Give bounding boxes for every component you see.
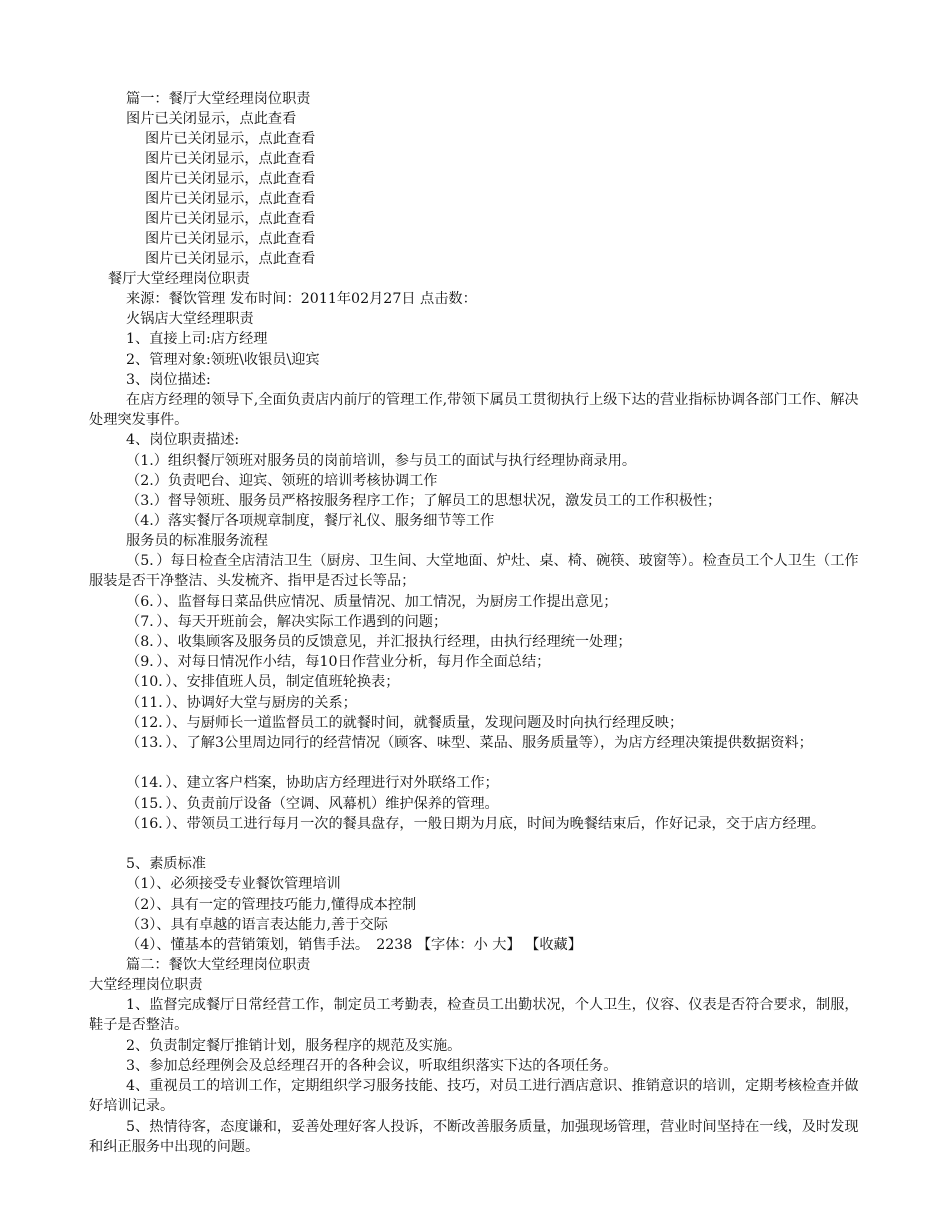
paragraph: 3、参加总经理例会及总经理召开的各种会议，听取组织落实下达的各项任务。: [126, 1058, 618, 1074]
image-placeholder-link[interactable]: 图片已关闭显示，点此查看: [145, 131, 316, 147]
paragraph: 5、热情待客，态度谦和，妥善处理好客人投诉，不断改善服务质量，加强现场管理，营业时间坚持在一线，及时发现和纠正服务中出现的问题。: [89, 1119, 859, 1156]
list-item: （1.）组织餐厅领班对服务员的岗前培训，参与员工的面试与执行经理协商录用。: [126, 453, 637, 469]
list-item: （10．）、安排值班人员，制定值班轮换表；: [126, 674, 400, 690]
list-item: （9．）、对每日情况作小结，每10日作营业分析，每月作全面总结；: [126, 654, 551, 670]
section-heading: 篇二：餐饮大堂经理岗位职责: [126, 957, 311, 973]
section-heading: 篇一：餐厅大堂经理岗位职责: [126, 91, 311, 107]
list-item: （3）、具有卓越的语言表达能力,善于交际: [126, 917, 388, 933]
paragraph: 5、素质标准: [126, 856, 206, 872]
list-item: （5．）每日检查全店清洁卫生（厨房、卫生间、大堂地面、炉灶、桌、椅、碗筷、玻窗等）。检查员工个人卫生（工作服装是否干净整洁、头发梳齐、指甲是否过长等品；: [89, 553, 859, 590]
paragraph: 4、岗位职责描述:: [126, 432, 240, 448]
paragraph: 2、负责制定餐厅推销计划，服务程序的规范及实施。: [126, 1038, 462, 1054]
list-item: （3.）督导领班、服务员严格按服务程序工作；了解员工的思想状况，激发员工的工作积极性；: [126, 493, 722, 509]
image-placeholder-link[interactable]: 图片已关闭显示，点此查看: [145, 231, 316, 247]
list-item: （12．）、与厨师长一道监督员工的就餐时间，就餐质量，发现问题及时向执行经理反映；: [126, 715, 684, 731]
paragraph: 4、重视员工的培训工作，定期组织学习服务技能、技巧，对员工进行酒店意识、推销意识的培训，定期考核检查并做好培训记录。: [89, 1078, 859, 1115]
paragraph: 1、监督完成餐厅日常经营工作，制定员工考勤表，检查员工出勤状况，个人卫生，仪容、仪表是否符合要求，制服，鞋子是否整洁。: [89, 997, 859, 1034]
article-title: 餐厅大堂经理岗位职责: [108, 271, 250, 287]
image-placeholder-link[interactable]: 图片已关闭显示，点此查看: [145, 211, 316, 227]
subheading: 服务员的标准服务流程: [126, 533, 268, 549]
image-placeholder-link[interactable]: 图片已关闭显示，点此查看: [145, 191, 316, 207]
list-item: （15．）、负责前厅设备（空调、风幕机）维护保养的管理。: [126, 796, 499, 812]
image-placeholder-link[interactable]: 图片已关闭显示，点此查看: [126, 111, 297, 127]
paragraph: 3、岗位描述:: [126, 372, 211, 388]
list-item: （6．）、监督每日菜品供应情况、质量情况、加工情况，为厨房工作提出意见；: [126, 594, 618, 610]
article-title: 大堂经理岗位职责: [89, 977, 203, 993]
list-item: （2）、具有一定的管理技巧能力,懂得成本控制: [126, 897, 417, 913]
list-item: （7．）、每天开班前会，解决实际工作遇到的问题；: [126, 614, 448, 630]
paragraph: 火锅店大堂经理职责: [126, 311, 254, 327]
list-item: （2.）负责吧台、迎宾、领班的培训考核协调工作: [126, 473, 438, 489]
list-item: （8．）、收集顾客及服务员的反馈意见，并汇报执行经理，由执行经理统一处理；: [126, 634, 632, 650]
list-item: （11．）、协调好大堂与厨房的关系；: [126, 695, 357, 711]
list-item: （1）、必须接受专业餐饮管理培训: [126, 876, 341, 892]
paragraph: 2、管理对象:领班\收银员\迎宾: [126, 352, 320, 368]
paragraph: 1、直接上司:店方经理: [126, 331, 268, 347]
list-item: （13．）、了解3公里周边同行的经营情况（顾客、味型、菜品、服务质量等），为店方经理决策提供数据资料；: [126, 735, 813, 751]
image-placeholder-link[interactable]: 图片已关闭显示，点此查看: [145, 151, 316, 167]
list-item: （16．）、带领员工进行每月一次的餐具盘存，一般日期为月底，时间为晚餐结束后，作好记录，交于店方经理。: [126, 816, 826, 832]
image-placeholder-link[interactable]: 图片已关闭显示，点此查看: [145, 251, 316, 267]
list-item: （4）、懂基本的营销策划，销售手法。 2238 【字体：小 大】 【收藏】: [126, 937, 582, 953]
image-placeholder-link[interactable]: 图片已关闭显示，点此查看: [145, 171, 316, 187]
list-item: （4.）落实餐厅各项规章制度，餐厅礼仪、服务细节等工作: [126, 513, 495, 529]
list-item: （14．）、建立客户档案，协助店方经理进行对外联络工作；: [126, 775, 499, 791]
article-meta: 来源：餐饮管理 发布时间：2011年02月27日 点击数：: [126, 291, 477, 307]
paragraph: 在店方经理的领导下,全面负责店内前厅的管理工作,带领下属员工贯彻执行上级下达的营业指标协调各部门工作、解决处理突发事件。: [89, 392, 859, 429]
